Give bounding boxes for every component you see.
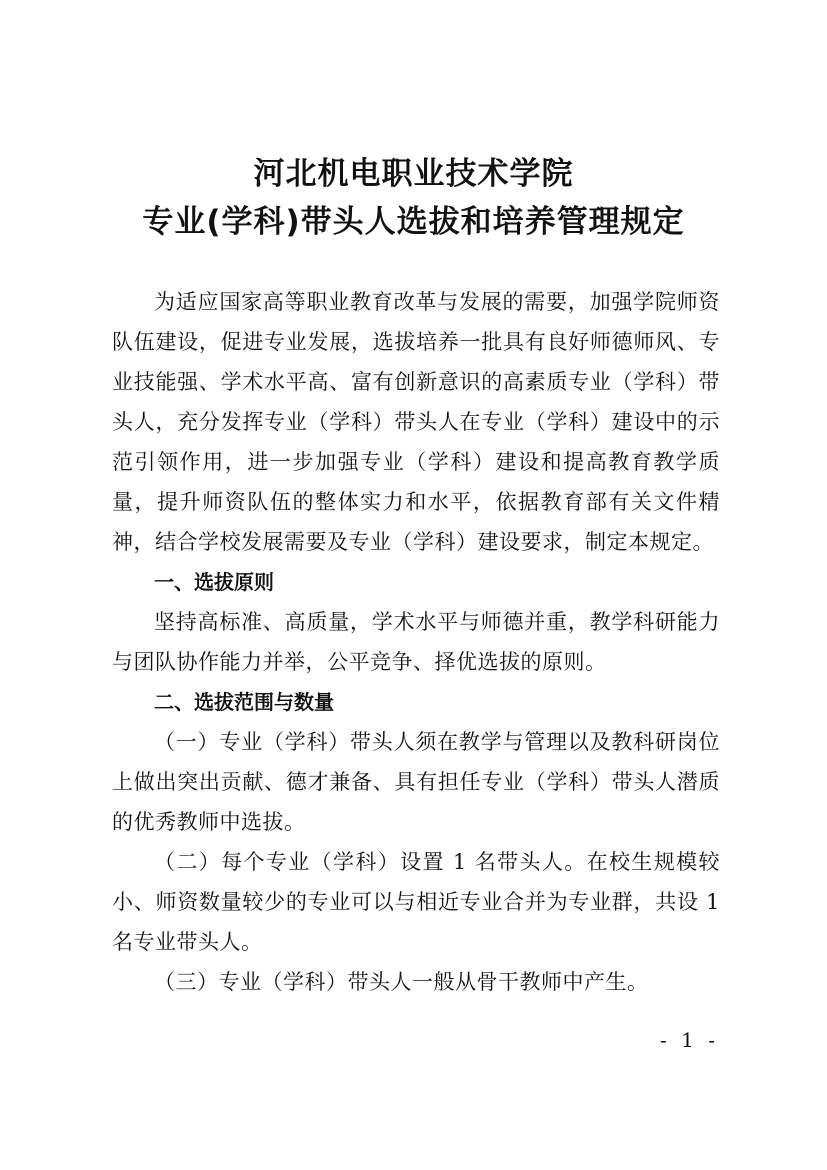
scope-item-1: （一）专业（学科）带头人须在教学与管理以及教科研岗位上做出突出贡献、德才兼备、具有担任专业（学科）带头人潜质的优秀教师中选拔。 (112, 730, 720, 834)
scope-item-3: （三）专业（学科）带头人一般从骨干教师中产生。 (154, 970, 649, 994)
document-title-line2: 专业(学科)带头人选拔和培养管理规定 (142, 204, 685, 240)
section-heading-scope-and-quantity: 二、选拔范围与数量 (154, 690, 334, 714)
document-title-line1: 河北机电职业技术学院 (253, 156, 574, 192)
intro-paragraph: 为适应国家高等职业教育改革与发展的需要，加强学院师资队伍建设，促进专业发展，选拔培养一批具有良好师德师风、专业技能强、学术水平高、富有创新意识的高素质专业（学科）带头人，充分发挥专业（学科）带头人在专业（学科）建设中的示范引领作用，进一步加强专业（学科）建设和提高教育教学质量，提升师资队伍的整体实力和水平，依据教育部有关文件精神，结合学校发展需要及专业（学科）建设要求，制定本规定。 (112, 290, 720, 554)
section-heading-selection-principle: 一、选拔原则 (154, 570, 274, 594)
scope-item-2: （二）每个专业（学科）设置 1 名带头人。在校生规模较小、师资数量较少的专业可以与相近专业合并为专业群，共设 1 名专业带头人。 (112, 850, 720, 954)
selection-principle-paragraph: 坚持高标准、高质量，学术水平与师德并重，教学科研能力与团队协作能力并举，公平竞争、择优选拔的原则。 (112, 610, 720, 674)
document-body (112, 282, 720, 1002)
page-number: - 1 - (660, 1028, 719, 1052)
